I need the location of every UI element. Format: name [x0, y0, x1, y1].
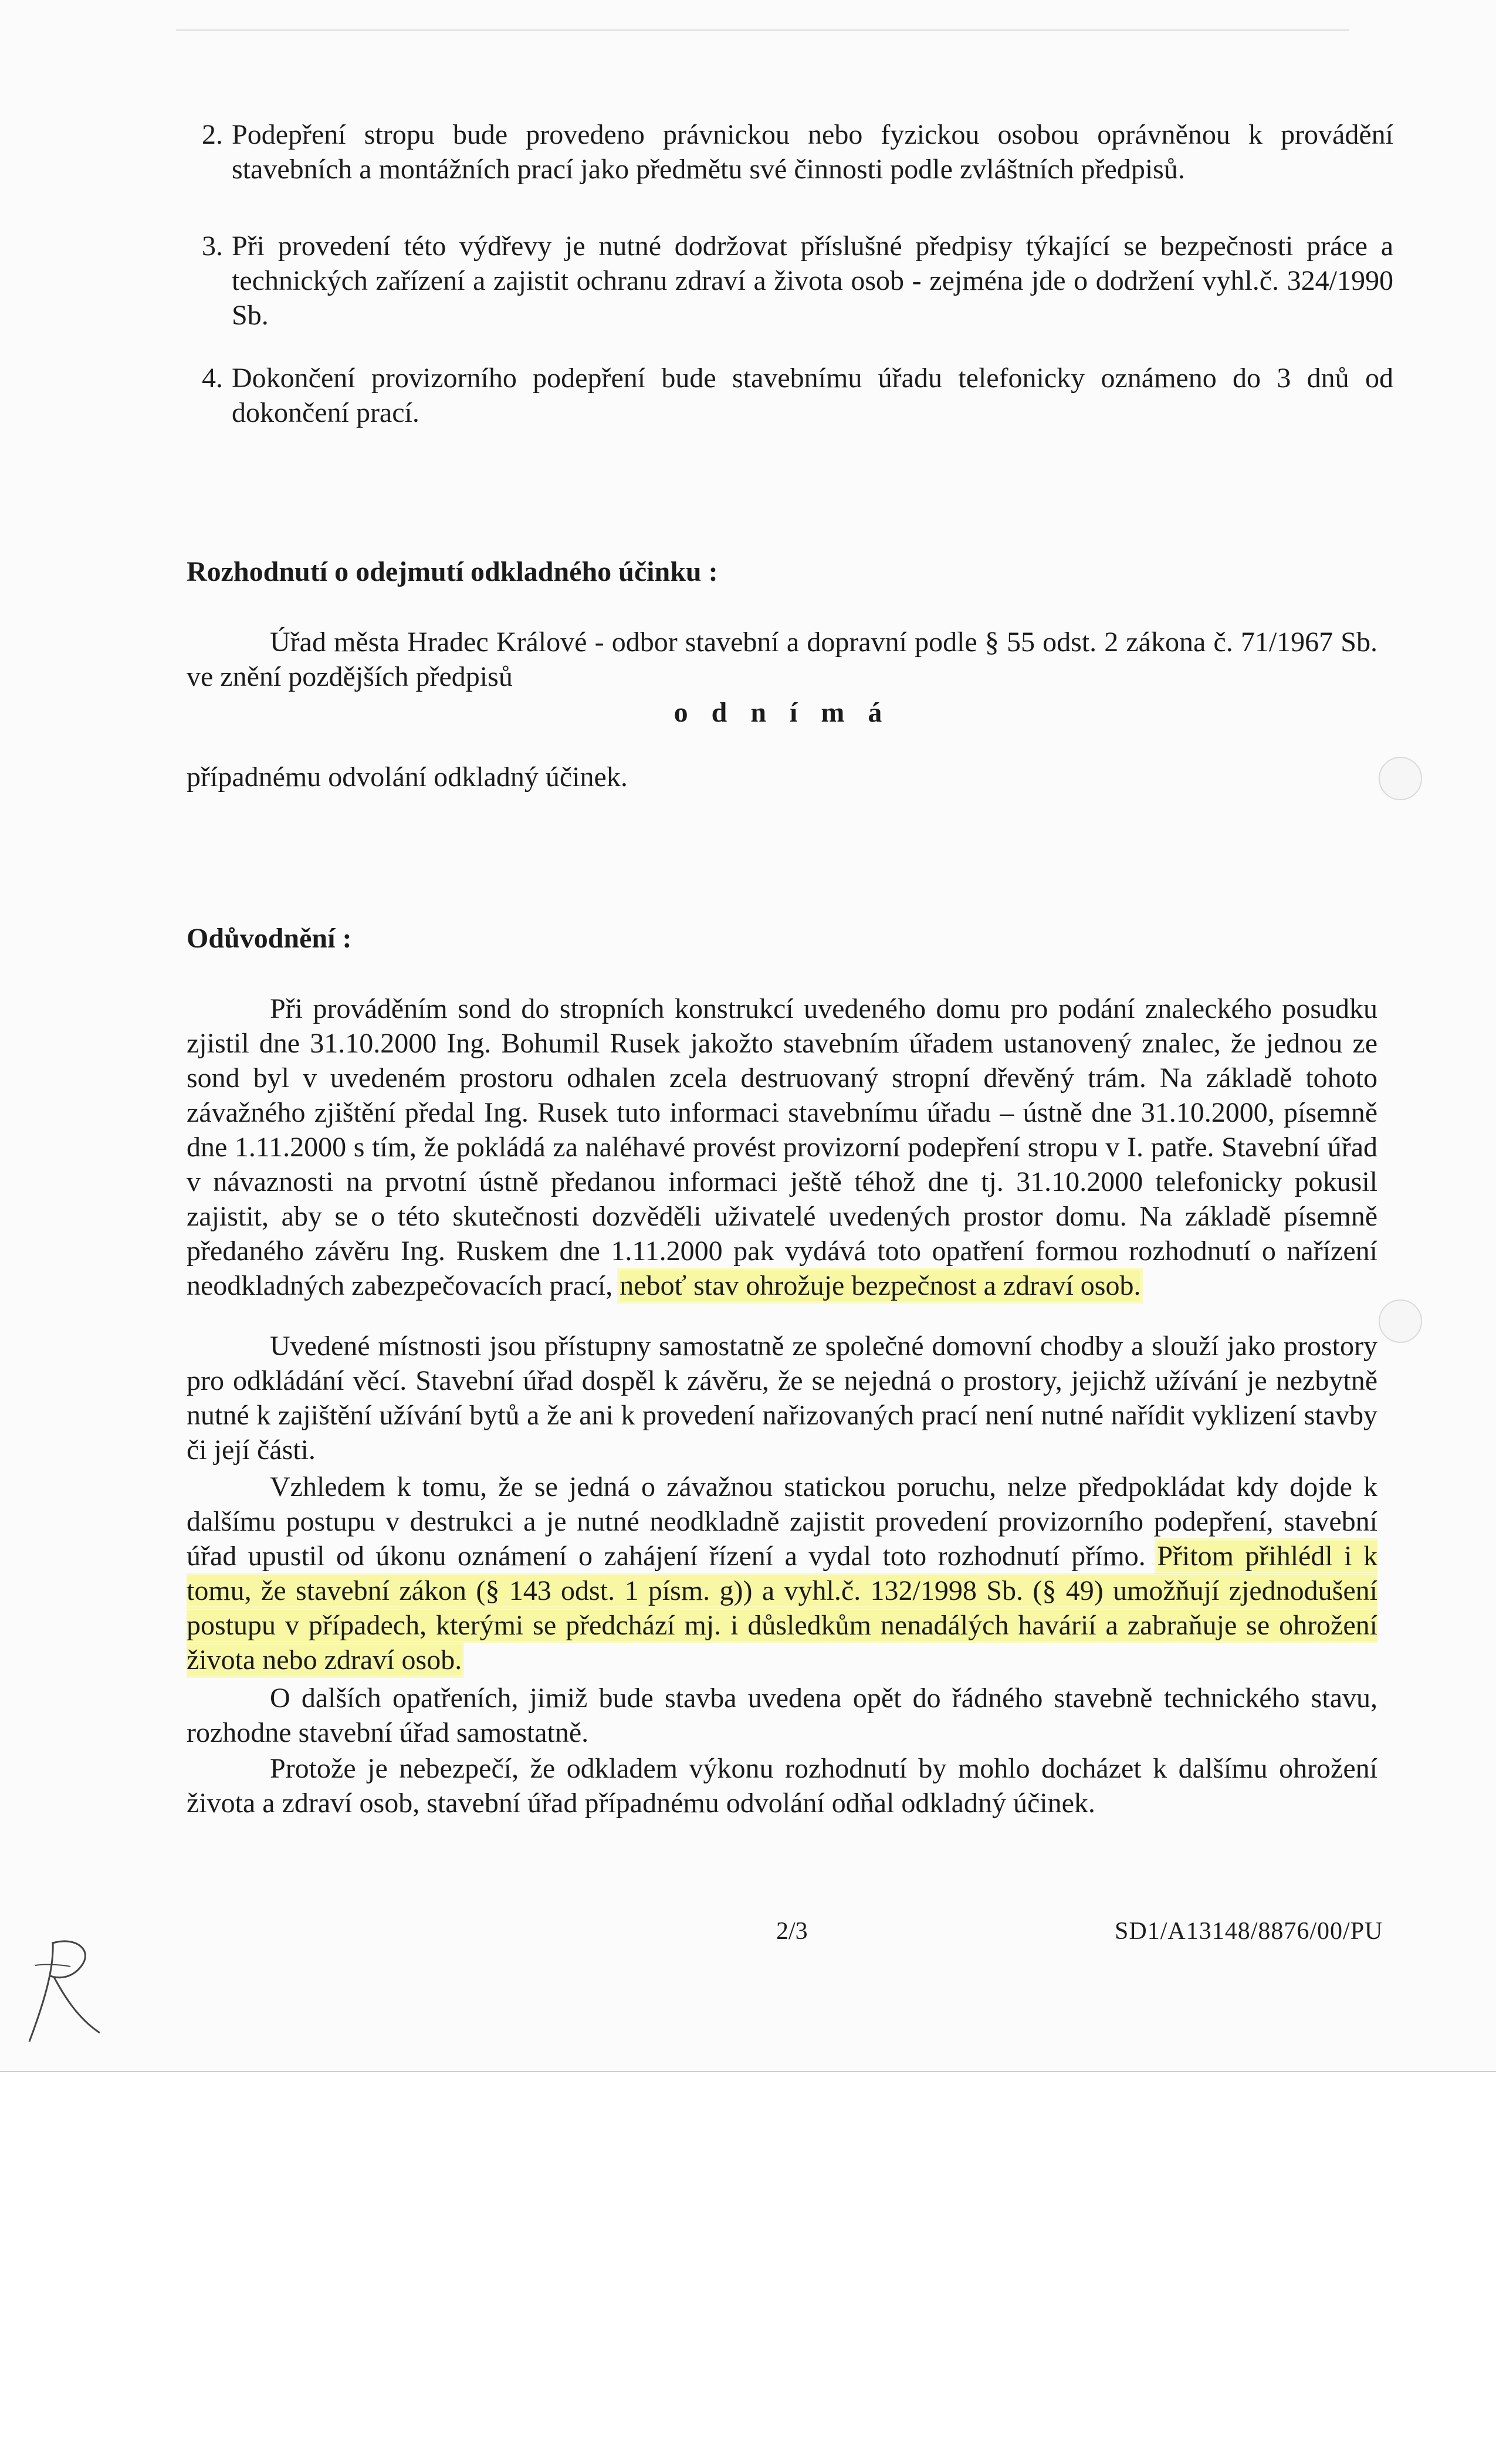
- paragraph-text: Vzhledem k tomu, že se jedná o závažnou statickou poruchu, nelze předpokládat kdy dojde k dalšímu postupu v destrukci a je nutné neodkladně zajistit provedení provizorního podepření, stavební úřad upustil od úkonu oznámení o zahájení řízení a vydal toto rozhodnutí přímo.: [187, 1471, 1377, 1572]
- justification-paragraph-5: Protože je nebezpečí, že odkladem výkonu rozhodnutí by mohlo docházet k dalšímu ohrožení života a zdraví osob, stavební úřad případnému odvolání odňal odkladný účinek.: [187, 1753, 1377, 1819]
- punch-hole: [1379, 757, 1422, 800]
- highlighted-text: Přitom přihlédl i k tomu, že stavební zákon (§ 143 odst. 1 písm. g)) a vyhl.č. 132/1998 Sb. (§ 49) umožňují zjednodušení postupu v případech, kterými se předchází mj. i důsledkům nenadálých havárií a zabraňuje se ohrožení života nebo zdraví osob.: [187, 1541, 1378, 1676]
- list-item: [202, 361, 1393, 430]
- list-number: 3.: [202, 231, 223, 262]
- decision-paragraph: Úřad města Hradec Králové - odbor stavební a dopravní podle § 55 odst. 2 zákona č. 71/1967 Sb. ve znění pozdějších předpisů: [187, 627, 1377, 692]
- list-number: 4.: [202, 363, 223, 394]
- list-item: [202, 229, 1393, 333]
- punch-hole: [1379, 1299, 1422, 1343]
- justification-paragraph-1: [187, 991, 1377, 1303]
- scan-edge: [176, 29, 1349, 31]
- justification-paragraph-3: [187, 1470, 1377, 1677]
- list-text: Dokončení provizorního podepření bude stavebnímu úřadu telefonicky oznámeno do 3 dnů od dokončení prací.: [232, 363, 1393, 428]
- justification-paragraph-2: Uvedené místnosti jsou přístupny samostatně ze společné domovní chodby a slouží jako prostory pro odkládání věcí. Stavební úřad dospěl k závěru, že se nejedná o prostory, jejichž užívání je nezbytně nutné k zajištění užívání bytů a že ani k provedení nařizovaných prací není nutné nařídit vyklizení stavby či její části.: [187, 1331, 1377, 1465]
- list-text: Podepření stropu bude provedeno právnickou nebo fyzickou osobou oprávněnou k provádění stavebních a montážních prací jako předmětu své činnosti podle zvláštních předpisů.: [232, 119, 1393, 185]
- decision-verb: o d n í m á: [673, 697, 891, 728]
- reference-number: SD1/A13148/8876/00/PU: [1115, 1918, 1383, 1945]
- highlighted-text: neboť stav ohrožuje bezpečnost a zdraví osob.: [620, 1270, 1141, 1301]
- decision-heading: Rozhodnutí o odejmutí odkladného účinku :: [187, 556, 718, 587]
- decision-object: případnému odvolání odkladný účinek.: [187, 761, 628, 793]
- justification-heading: Odůvodnění :: [187, 923, 352, 954]
- paragraph-text: Při prováděním sond do stropních konstrukcí uvedeného domu pro podání znaleckého posudku zjistil dne 31.10.2000 Ing. Bohumil Rusek jakožto stavebním úřadem ustanovený znalec, že jednou ze sond byl v uvedeném prostoru odhalen zcela destruovaný stropní dřevěný trám. Na základě tohoto závažného zjištění předal Ing. Rusek tuto informaci stavebnímu úřadu – ústně dne 31.10.2000, písemně dne 1.11.2000 s tím, že pokládá za naléhavé provést provizorní podepření stropu v I. patře. Stavební úřad v návaznosti na prvotní ústně předanou informaci ještě téhož dne tj. 31.10.2000 telefonicky pokusil zajistit, aby se o této skutečnosti dozvěděli uživatelé uvedených prostor domu. Na základě písemně předaného závěru Ing. Ruskem dne 1.11.2000 pak vydává toto opatření formou rozhodnutí o nařízení neodkladných zabezpečovacích prací,: [187, 993, 1377, 1301]
- signature-initial: [12, 1930, 106, 2047]
- list-text: Při provedení této výdřevy je nutné dodržovat příslušné předpisy týkající se bezpečnosti práce a technických zařízení a zajistit ochranu zdraví a života osob - zejména jde o dodržení vyhl.č. 324/1990 Sb.: [232, 231, 1393, 331]
- list-number: 2.: [202, 119, 223, 150]
- page-number: 2/3: [776, 1918, 808, 1945]
- list-item: [202, 117, 1393, 187]
- justification-paragraph-4: O dalších opatřeních, jimiž bude stavba uvedena opět do řádného stavebně technického stavu, rozhodne stavební úřad samostatně.: [187, 1683, 1377, 1748]
